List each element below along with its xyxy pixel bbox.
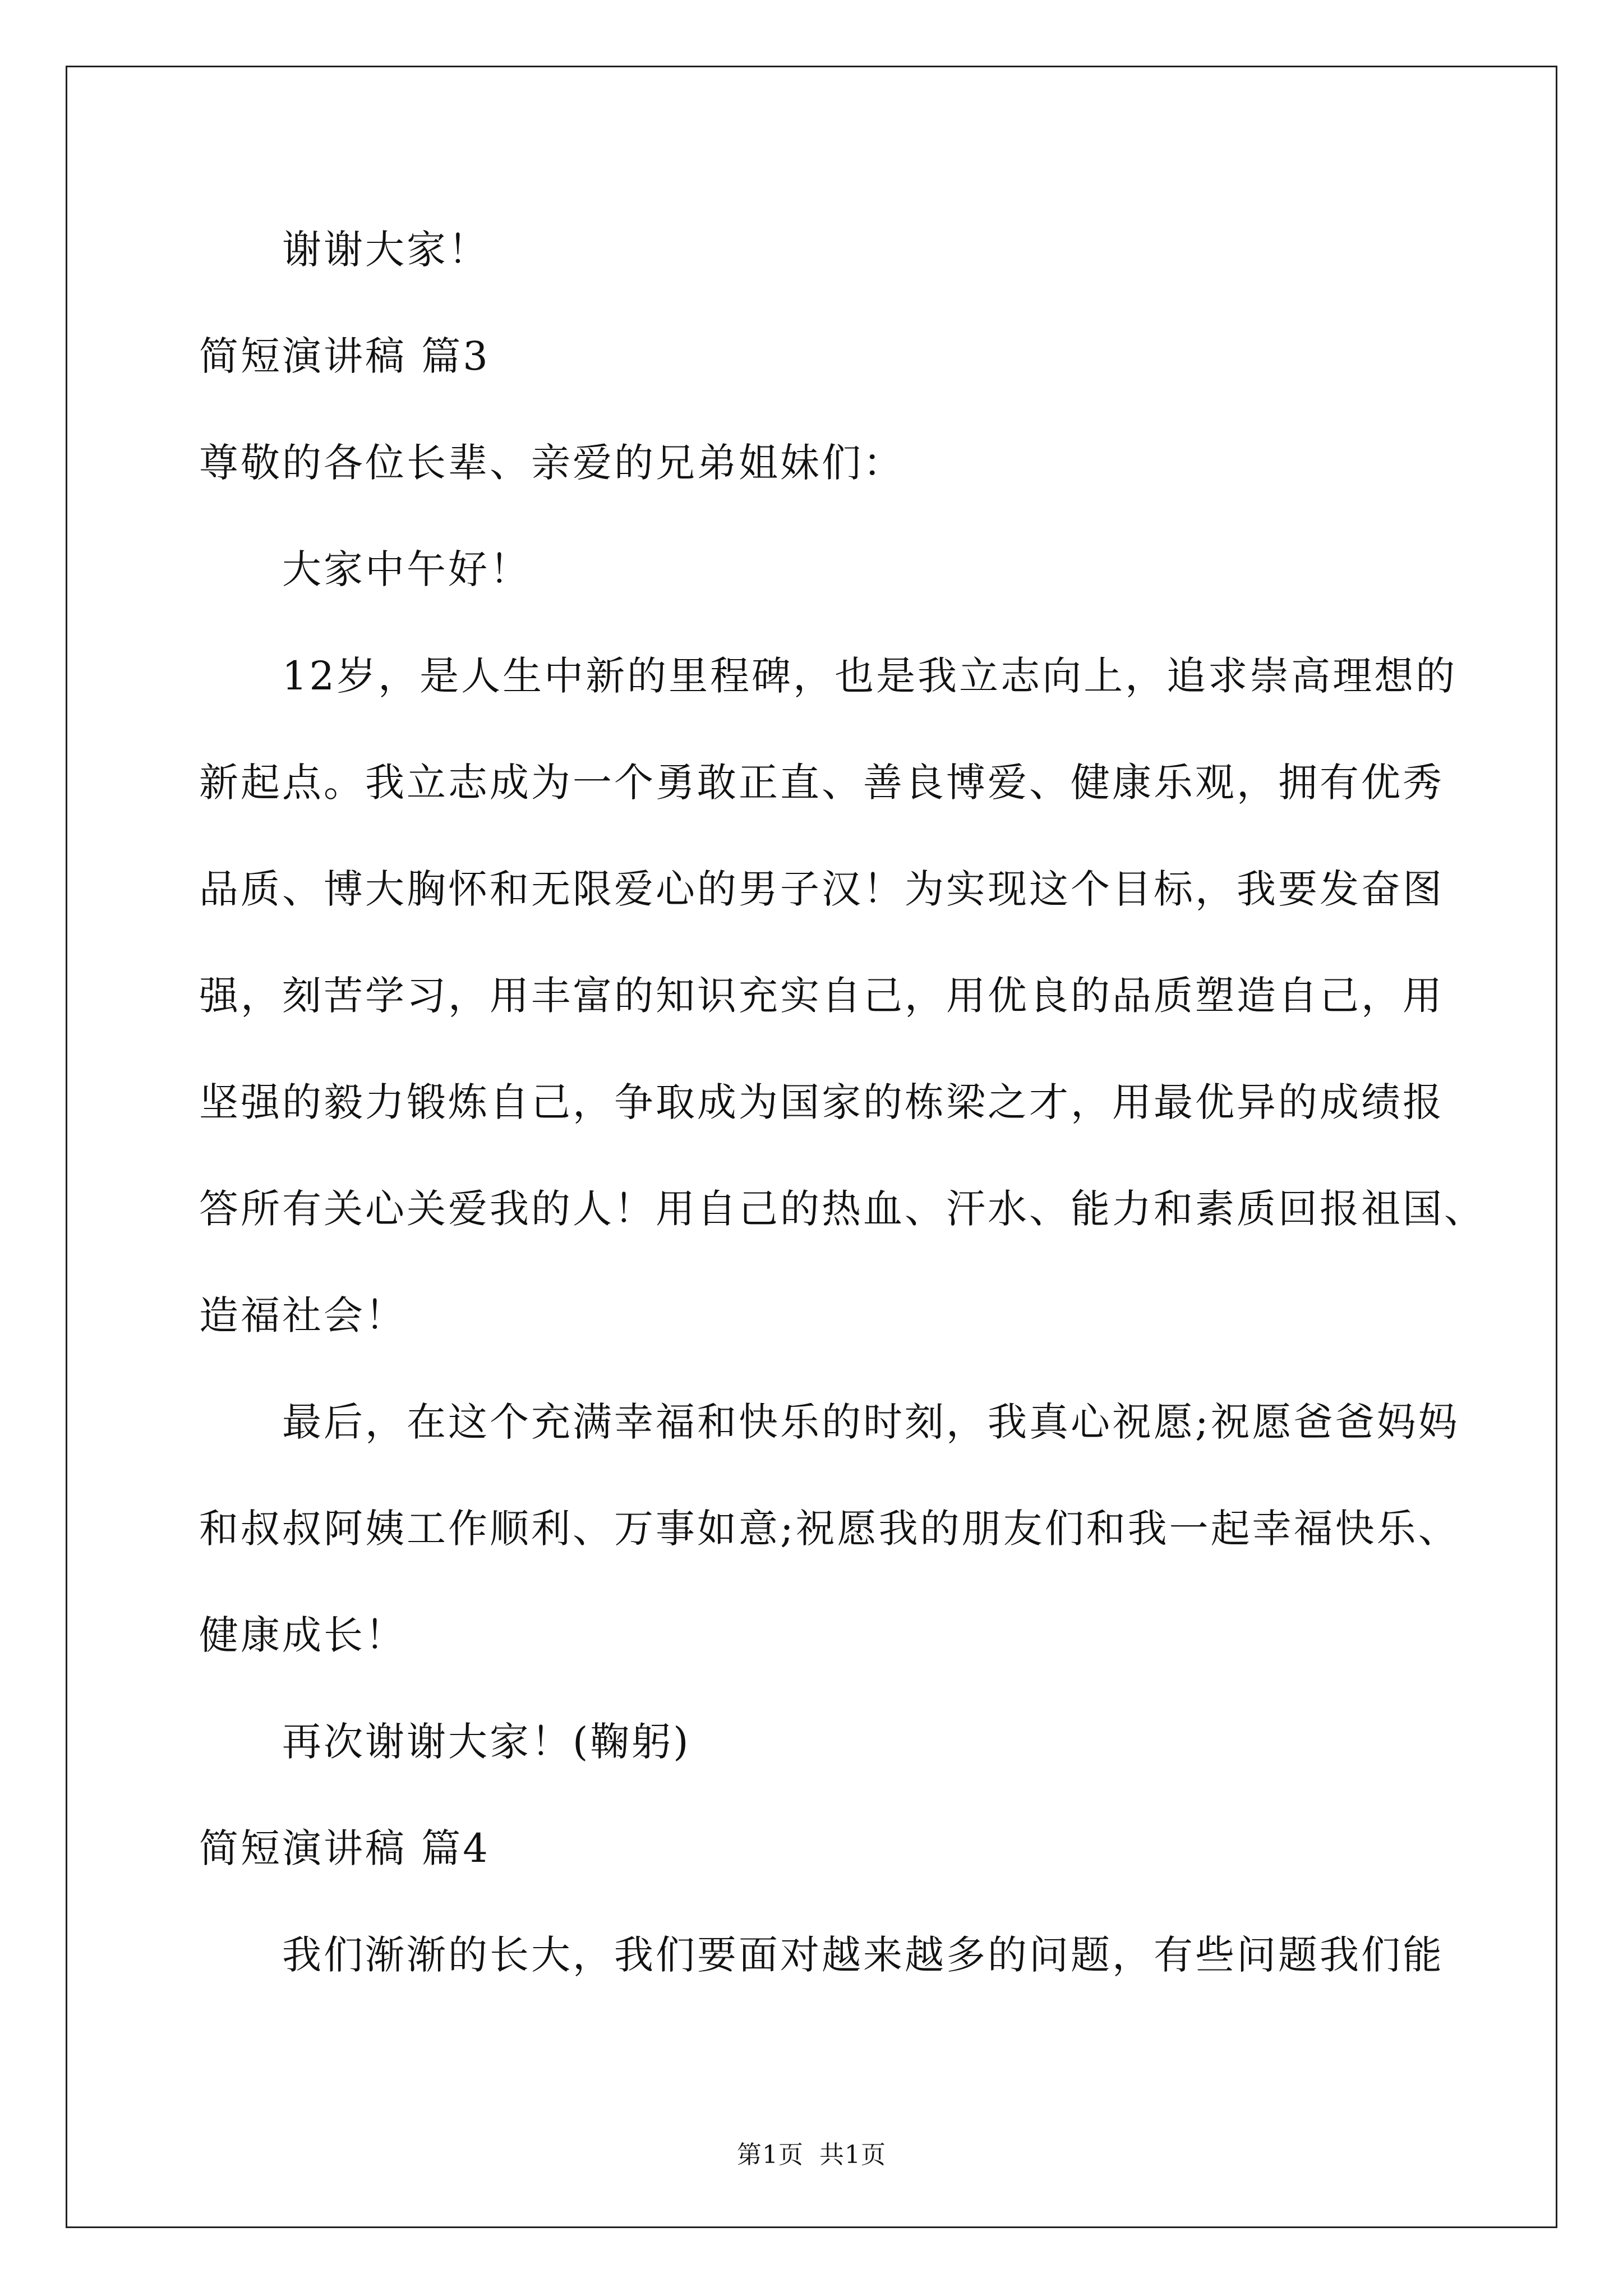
paragraph-line: 新起点。我立志成为一个勇敢正直、善良博爱、健康乐观，拥有优秀 (199, 760, 1444, 806)
page-border (66, 66, 1557, 2228)
paragraph-line: 健康成长！ (199, 1612, 407, 1658)
section-heading-4: 简短演讲稿 篇4 (199, 1825, 490, 1871)
paragraph-line: 最后，在这个充满幸福和快乐的时刻，我真心祝愿;祝愿爸爸妈妈 (282, 1399, 1460, 1445)
paragraph-line: 造福社会！ (199, 1292, 407, 1338)
paragraph-line: 12岁，是人生中新的里程碑，也是我立志向上，追求崇高理想的 (282, 653, 1458, 699)
closing-thanks: 谢谢大家！ (282, 227, 490, 273)
greeting: 大家中午好！ (282, 546, 531, 592)
paragraph-line: 答所有关心关爱我的人！用自己的热血、汗水、能力和素质回报祖国、 (199, 1186, 1486, 1232)
paragraph-line: 强，刻苦学习，用丰富的知识充实自己，用优良的品质塑造自己，用 (199, 973, 1444, 1019)
page-footer (0, 2143, 1623, 2168)
section-heading-3: 简短演讲稿 篇3 (199, 333, 490, 379)
paragraph-line: 坚强的毅力锻炼自己，争取成为国家的栋梁之才，用最优异的成绩报 (199, 1079, 1444, 1125)
current-page-label: 第1页 (737, 2141, 804, 2169)
salutation: 尊敬的各位长辈、亲爱的兄弟姐妹们： (199, 440, 905, 486)
paragraph-line: 我们渐渐的长大，我们要面对越来越多的问题，有些问题我们能 (282, 1932, 1444, 1978)
paragraph-line: 品质、博大胸怀和无限爱心的男子汉！为实现这个目标，我要发奋图 (199, 866, 1444, 912)
paragraph-line: 和叔叔阿姨工作顺利、万事如意;祝愿我的朋友们和我一起幸福快乐、 (199, 1506, 1460, 1552)
closing-line: 再次谢谢大家！(鞠躬) (282, 1719, 691, 1765)
total-pages-label: 共1页 (819, 2141, 886, 2169)
